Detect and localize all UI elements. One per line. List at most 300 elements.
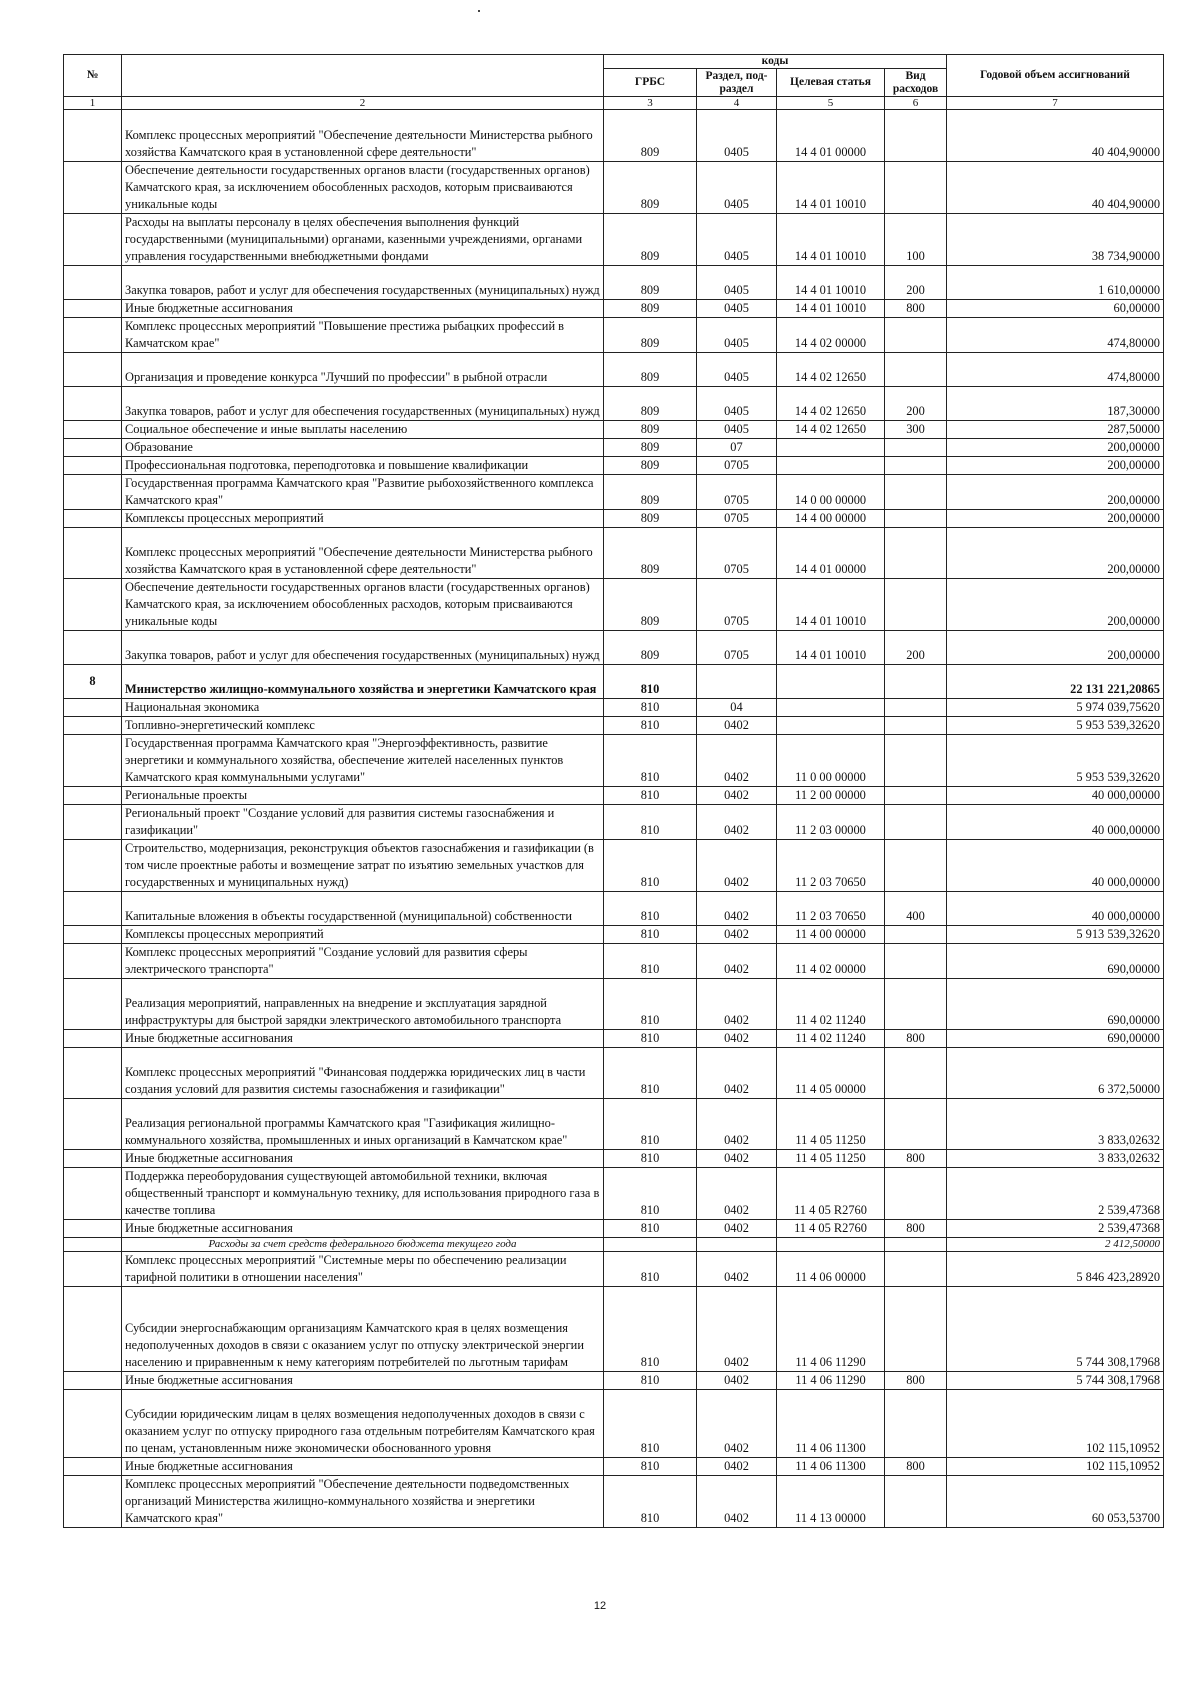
row-expense-type — [885, 1476, 947, 1528]
row-expense-type — [885, 162, 947, 214]
row-sum: 40 000,00000 — [947, 840, 1164, 892]
row-target-article: 14 4 01 10010 — [777, 162, 885, 214]
row-sum: 102 115,10952 — [947, 1390, 1164, 1458]
row-name: Комплексы процессных мероприятий — [122, 926, 604, 944]
row-name: Региональные проекты — [122, 787, 604, 805]
row-razdel: 0402 — [697, 1099, 777, 1150]
row-sum: 690,00000 — [947, 944, 1164, 979]
scan-speck — [478, 10, 480, 12]
row-target-article: 14 4 01 00000 — [777, 528, 885, 579]
row-target-article: 11 4 02 00000 — [777, 944, 885, 979]
table-row — [64, 1252, 1164, 1287]
row-expense-type — [885, 926, 947, 944]
table-row — [64, 510, 1164, 528]
table-row — [64, 892, 1164, 926]
row-name: Комплекс процессных мероприятий "Обеспечение деятельности Министерства рыбного хозяйства Камчатского края в установленной сфере деятельности" — [122, 110, 604, 162]
table-row — [64, 1287, 1164, 1372]
row-grbs: 809 — [604, 110, 697, 162]
row-sum: 1 610,00000 — [947, 266, 1164, 300]
row-sum: 200,00000 — [947, 631, 1164, 665]
row-name: Государственная программа Камчатского края "Развитие рыбохозяйственного комплекса Камчатского края" — [122, 475, 604, 510]
row-expense-type — [885, 579, 947, 631]
table-row — [64, 110, 1164, 162]
row-grbs: 810 — [604, 892, 697, 926]
row-razdel: 0405 — [697, 266, 777, 300]
row-target-article: 14 4 01 10010 — [777, 300, 885, 318]
row-expense-type — [885, 1390, 947, 1458]
row-target-article: 14 4 01 10010 — [777, 631, 885, 665]
row-razdel: 0402 — [697, 1048, 777, 1099]
row-number — [64, 926, 122, 944]
row-grbs: 809 — [604, 318, 697, 353]
index-cell: 5 — [777, 97, 885, 110]
row-target-article: 11 2 03 70650 — [777, 840, 885, 892]
index-cell: 7 — [947, 97, 1164, 110]
row-target-article: 11 4 06 11300 — [777, 1458, 885, 1476]
row-grbs: 810 — [604, 805, 697, 840]
row-expense-type — [885, 735, 947, 787]
row-number — [64, 1099, 122, 1150]
index-cell: 4 — [697, 97, 777, 110]
row-sum: 5 953 539,32620 — [947, 717, 1164, 735]
row-target-article: 11 2 03 70650 — [777, 892, 885, 926]
row-razdel: 0402 — [697, 787, 777, 805]
budget-table — [63, 54, 1164, 1528]
row-name: Комплекс процессных мероприятий "Создание условий для развития сферы электрического транспорта" — [122, 944, 604, 979]
row-grbs: 809 — [604, 439, 697, 457]
row-name: Строительство, модернизация, реконструкция объектов газоснабжения и газификации (в том числе проектные работы и возмещение затрат по изъятию земельных участков для государственных и муниципальных нужд) — [122, 840, 604, 892]
table-row — [64, 1099, 1164, 1150]
row-sum: 200,00000 — [947, 510, 1164, 528]
header-sum: Годовой объем ассигнований — [947, 55, 1164, 97]
row-target-article: 11 4 06 11290 — [777, 1287, 885, 1372]
row-expense-type — [885, 1048, 947, 1099]
row-target-article — [777, 699, 885, 717]
row-grbs: 809 — [604, 162, 697, 214]
row-razdel: 0405 — [697, 421, 777, 439]
row-expense-type: 200 — [885, 266, 947, 300]
row-sum: 2 539,47368 — [947, 1168, 1164, 1220]
row-expense-type: 800 — [885, 1458, 947, 1476]
row-grbs: 809 — [604, 475, 697, 510]
table-row — [64, 631, 1164, 665]
row-grbs: 810 — [604, 1476, 697, 1528]
row-razdel: 0405 — [697, 353, 777, 387]
row-sum: 200,00000 — [947, 439, 1164, 457]
row-sum: 60,00000 — [947, 300, 1164, 318]
row-number — [64, 787, 122, 805]
row-razdel: 0402 — [697, 1252, 777, 1287]
row-name: Обеспечение деятельности государственных органов власти (государственных органов) Камчатского края, за исключением обособленных расходов, которым присваиваются уникальные коды — [122, 579, 604, 631]
row-expense-type: 800 — [885, 1030, 947, 1048]
row-razdel: 0402 — [697, 840, 777, 892]
row-expense-type — [885, 699, 947, 717]
row-razdel: 07 — [697, 439, 777, 457]
row-sum: 3 833,02632 — [947, 1099, 1164, 1150]
row-number — [64, 439, 122, 457]
row-grbs: 810 — [604, 979, 697, 1030]
row-number — [64, 162, 122, 214]
table-row — [64, 926, 1164, 944]
row-grbs: 810 — [604, 699, 697, 717]
row-target-article: 14 4 02 12650 — [777, 421, 885, 439]
row-grbs: 809 — [604, 510, 697, 528]
row-grbs: 810 — [604, 1220, 697, 1238]
row-name: Иные бюджетные ассигнования — [122, 1220, 604, 1238]
row-name: Организация и проведение конкурса "Лучший по профессии" в рыбной отрасли — [122, 353, 604, 387]
row-expense-type: 800 — [885, 1150, 947, 1168]
row-target-article: 11 4 02 11240 — [777, 1030, 885, 1048]
page-number: 12 — [593, 1600, 607, 1612]
row-razdel: 0402 — [697, 926, 777, 944]
row-razdel: 0705 — [697, 579, 777, 631]
row-grbs: 809 — [604, 528, 697, 579]
header-number: № — [64, 55, 122, 97]
row-sum: 102 115,10952 — [947, 1458, 1164, 1476]
row-grbs: 810 — [604, 1168, 697, 1220]
row-name: Комплекс процессных мероприятий "Обеспечение деятельности подведомственных организаций Министерства жилищно-коммунального хозяйства и энергетики Камчатского края" — [122, 1476, 604, 1528]
row-expense-type — [885, 805, 947, 840]
row-razdel: 0402 — [697, 1390, 777, 1458]
row-name: Комплекс процессных мероприятий "Повышение престижа рыбацких профессий в Камчатском крае" — [122, 318, 604, 353]
table-row — [64, 475, 1164, 510]
row-number — [64, 528, 122, 579]
header-target-article: Целевая статья — [777, 69, 885, 97]
row-name: Профессиональная подготовка, переподготовка и повышение квалификации — [122, 457, 604, 475]
row-razdel — [697, 665, 777, 699]
index-cell: 3 — [604, 97, 697, 110]
row-sum: 40 000,00000 — [947, 892, 1164, 926]
row-razdel: 0402 — [697, 1458, 777, 1476]
row-grbs: 809 — [604, 457, 697, 475]
row-number — [64, 699, 122, 717]
row-target-article: 14 4 02 12650 — [777, 353, 885, 387]
row-sum: 690,00000 — [947, 1030, 1164, 1048]
header-razdel: Раздел, под-раздел — [697, 69, 777, 97]
row-target-article: 11 0 00 00000 — [777, 735, 885, 787]
row-grbs: 810 — [604, 1048, 697, 1099]
row-target-article — [777, 457, 885, 475]
row-expense-type: 200 — [885, 387, 947, 421]
row-number — [64, 353, 122, 387]
row-sum: 5 953 539,32620 — [947, 735, 1164, 787]
row-expense-type: 200 — [885, 631, 947, 665]
row-sum: 40 404,90000 — [947, 110, 1164, 162]
row-grbs — [604, 1238, 697, 1252]
table-row — [64, 840, 1164, 892]
table-row — [64, 214, 1164, 266]
row-sum: 40 404,90000 — [947, 162, 1164, 214]
row-name: Иные бюджетные ассигнования — [122, 300, 604, 318]
row-target-article: 14 4 01 10010 — [777, 266, 885, 300]
table-row — [64, 1150, 1164, 1168]
row-number — [64, 717, 122, 735]
row-target-article: 11 2 03 00000 — [777, 805, 885, 840]
row-sum: 474,80000 — [947, 318, 1164, 353]
row-expense-type — [885, 1252, 947, 1287]
row-expense-type — [885, 528, 947, 579]
row-name: Реализация региональной программы Камчатского края "Газификация жилищно-коммунального хозяйства, промышленных и иных организаций в Камчатском крае" — [122, 1099, 604, 1150]
table-row — [64, 944, 1164, 979]
row-expense-type — [885, 1238, 947, 1252]
row-grbs: 809 — [604, 300, 697, 318]
row-number — [64, 631, 122, 665]
row-grbs: 810 — [604, 926, 697, 944]
table-row — [64, 266, 1164, 300]
header-grbs: ГРБС — [604, 69, 697, 97]
row-name: Закупка товаров, работ и услуг для обеспечения государственных (муниципальных) нужд — [122, 631, 604, 665]
table-row — [64, 1030, 1164, 1048]
row-number — [64, 805, 122, 840]
row-name: Обеспечение деятельности государственных органов власти (государственных органов) Камчатского края, за исключением обособленных расходов, которым присваиваются уникальные коды — [122, 162, 604, 214]
row-number — [64, 1476, 122, 1528]
row-expense-type — [885, 510, 947, 528]
row-sum: 690,00000 — [947, 979, 1164, 1030]
index-cell: 6 — [885, 97, 947, 110]
row-name: Иные бюджетные ассигнования — [122, 1030, 604, 1048]
row-expense-type — [885, 979, 947, 1030]
row-number — [64, 892, 122, 926]
row-grbs: 810 — [604, 735, 697, 787]
row-grbs: 809 — [604, 214, 697, 266]
row-razdel: 0402 — [697, 1150, 777, 1168]
row-name: Комплекс процессных мероприятий "Обеспечение деятельности Министерства рыбного хозяйства Камчатского края в установленной сфере деятельности" — [122, 528, 604, 579]
row-number — [64, 214, 122, 266]
row-expense-type: 800 — [885, 1372, 947, 1390]
row-expense-type — [885, 110, 947, 162]
row-razdel: 0402 — [697, 1220, 777, 1238]
row-expense-type — [885, 665, 947, 699]
row-name: Социальное обеспечение и иные выплаты населению — [122, 421, 604, 439]
table-row — [64, 457, 1164, 475]
row-target-article: 14 4 02 12650 — [777, 387, 885, 421]
row-number — [64, 1458, 122, 1476]
row-expense-type — [885, 475, 947, 510]
row-razdel: 0405 — [697, 162, 777, 214]
row-expense-type: 800 — [885, 300, 947, 318]
row-grbs: 810 — [604, 1390, 697, 1458]
table-row — [64, 387, 1164, 421]
header-codes: коды — [604, 55, 947, 69]
row-name: Капитальные вложения в объекты государственной (муниципальной) собственности — [122, 892, 604, 926]
row-grbs: 810 — [604, 665, 697, 699]
row-razdel: 04 — [697, 699, 777, 717]
row-razdel: 0402 — [697, 892, 777, 926]
row-name: Национальная экономика — [122, 699, 604, 717]
row-sum: 5 974 039,75620 — [947, 699, 1164, 717]
row-grbs: 810 — [604, 1150, 697, 1168]
table-row — [64, 1390, 1164, 1458]
row-target-article — [777, 439, 885, 457]
table-row — [64, 1458, 1164, 1476]
row-target-article: 11 4 05 00000 — [777, 1048, 885, 1099]
row-number — [64, 1220, 122, 1238]
table-row — [64, 699, 1164, 717]
row-name: Субсидии энергоснабжающим организациям Камчатского края в целях возмещения недополученных доходов в связи с оказанием услуг по отпуску электрической энергии населению и приравненным к нему категориям потребителей по льготным тарифам — [122, 1287, 604, 1372]
table-row — [64, 439, 1164, 457]
table-row — [64, 979, 1164, 1030]
row-target-article: 14 4 00 00000 — [777, 510, 885, 528]
row-target-article: 11 4 13 00000 — [777, 1476, 885, 1528]
row-target-article: 11 4 02 11240 — [777, 979, 885, 1030]
row-expense-type — [885, 1168, 947, 1220]
index-cell: 1 — [64, 97, 122, 110]
table-row — [64, 1372, 1164, 1390]
table-row — [64, 300, 1164, 318]
row-target-article: 11 4 05 11250 — [777, 1099, 885, 1150]
row-number — [64, 1287, 122, 1372]
table-row — [64, 318, 1164, 353]
row-sum: 40 000,00000 — [947, 805, 1164, 840]
row-target-article: 11 2 00 00000 — [777, 787, 885, 805]
row-grbs: 810 — [604, 1030, 697, 1048]
row-sum: 200,00000 — [947, 579, 1164, 631]
row-number — [64, 944, 122, 979]
row-number — [64, 1168, 122, 1220]
row-number — [64, 1252, 122, 1287]
row-razdel: 0402 — [697, 1030, 777, 1048]
row-sum: 187,30000 — [947, 387, 1164, 421]
row-razdel: 0402 — [697, 944, 777, 979]
row-sum: 3 833,02632 — [947, 1150, 1164, 1168]
row-target-article: 11 4 05 R2760 — [777, 1220, 885, 1238]
row-number — [64, 1390, 122, 1458]
row-grbs: 810 — [604, 717, 697, 735]
row-expense-type — [885, 1099, 947, 1150]
row-name: Расходы за счет средств федерального бюджета текущего года — [122, 1238, 604, 1252]
row-name: Топливно-энергетический комплекс — [122, 717, 604, 735]
row-razdel: 0705 — [697, 457, 777, 475]
row-expense-type — [885, 787, 947, 805]
row-name: Комплекс процессных мероприятий "Системные меры по обеспечению реализации тарифной политики в отношении населения" — [122, 1252, 604, 1287]
row-razdel: 0402 — [697, 805, 777, 840]
row-grbs: 809 — [604, 579, 697, 631]
row-razdel: 0705 — [697, 475, 777, 510]
table-row — [64, 528, 1164, 579]
row-expense-type: 400 — [885, 892, 947, 926]
row-razdel: 0402 — [697, 979, 777, 1030]
row-name: Региональный проект "Создание условий для развития системы газоснабжения и газификации" — [122, 805, 604, 840]
row-grbs: 810 — [604, 787, 697, 805]
row-number — [64, 510, 122, 528]
row-name: Закупка товаров, работ и услуг для обеспечения государственных (муниципальных) нужд — [122, 266, 604, 300]
row-name: Министерство жилищно-коммунального хозяйства и энергетики Камчатского края — [122, 665, 604, 699]
row-number — [64, 318, 122, 353]
row-razdel: 0405 — [697, 214, 777, 266]
row-target-article: 11 4 06 11300 — [777, 1390, 885, 1458]
row-razdel: 0402 — [697, 1287, 777, 1372]
row-expense-type — [885, 944, 947, 979]
row-sum: 200,00000 — [947, 528, 1164, 579]
table-row — [64, 421, 1164, 439]
row-sum: 38 734,90000 — [947, 214, 1164, 266]
table-row — [64, 665, 1164, 699]
row-razdel: 0705 — [697, 631, 777, 665]
row-number — [64, 475, 122, 510]
row-razdel: 0402 — [697, 1168, 777, 1220]
row-grbs: 810 — [604, 1252, 697, 1287]
row-expense-type — [885, 717, 947, 735]
row-expense-type: 100 — [885, 214, 947, 266]
row-sum: 60 053,53700 — [947, 1476, 1164, 1528]
row-razdel: 0402 — [697, 717, 777, 735]
row-number — [64, 300, 122, 318]
row-target-article: 11 4 05 R2760 — [777, 1168, 885, 1220]
row-number — [64, 110, 122, 162]
row-number — [64, 979, 122, 1030]
row-grbs: 810 — [604, 1287, 697, 1372]
row-name: Расходы на выплаты персоналу в целях обеспечения выполнения функций государственными (муниципальными) органами, казенными учреждениями, органами управления государственными внебюджетными фондами — [122, 214, 604, 266]
row-razdel — [697, 1238, 777, 1252]
row-razdel: 0402 — [697, 735, 777, 787]
row-target-article: 14 4 01 00000 — [777, 110, 885, 162]
row-grbs: 809 — [604, 353, 697, 387]
row-sum: 200,00000 — [947, 475, 1164, 510]
row-sum: 287,50000 — [947, 421, 1164, 439]
row-target-article: 11 4 06 11290 — [777, 1372, 885, 1390]
row-expense-type — [885, 353, 947, 387]
row-expense-type — [885, 457, 947, 475]
row-name: Реализация мероприятий, направленных на внедрение и эксплуатация зарядной инфраструктуры для быстрой зарядки электрического автомобильного транспорта — [122, 979, 604, 1030]
row-number — [64, 1030, 122, 1048]
table-row — [64, 353, 1164, 387]
row-grbs: 810 — [604, 1458, 697, 1476]
row-target-article — [777, 665, 885, 699]
row-razdel: 0405 — [697, 110, 777, 162]
header-name — [122, 55, 604, 97]
table-row — [64, 1048, 1164, 1099]
row-number — [64, 387, 122, 421]
row-number — [64, 1238, 122, 1252]
row-number — [64, 735, 122, 787]
row-grbs: 810 — [604, 840, 697, 892]
row-name: Иные бюджетные ассигнования — [122, 1150, 604, 1168]
row-number — [64, 421, 122, 439]
table-row — [64, 579, 1164, 631]
row-name: Комплексы процессных мероприятий — [122, 510, 604, 528]
row-name: Иные бюджетные ассигнования — [122, 1458, 604, 1476]
budget-table-container — [63, 54, 1163, 1528]
row-name: Субсидии юридическим лицам в целях возмещения недополученных доходов в связи с оказанием услуг по отпуску природного газа отдельным потребителям Камчатского края по ценам, установленным ниже экономически обоснованного уровня — [122, 1390, 604, 1458]
row-razdel: 0705 — [697, 510, 777, 528]
row-number — [64, 1150, 122, 1168]
row-target-article: 11 4 06 00000 — [777, 1252, 885, 1287]
row-name: Поддержка переоборудования существующей автомобильной техники, включая общественный транспорт и коммунальную технику, для использования природного газа в качестве топлива — [122, 1168, 604, 1220]
row-target-article: 14 4 01 10010 — [777, 579, 885, 631]
row-sum: 2 412,50000 — [947, 1238, 1164, 1252]
row-expense-type — [885, 439, 947, 457]
table-row — [64, 1238, 1164, 1252]
table-row — [64, 787, 1164, 805]
table-row — [64, 1476, 1164, 1528]
table-row — [64, 717, 1164, 735]
row-expense-type: 800 — [885, 1220, 947, 1238]
row-sum: 200,00000 — [947, 457, 1164, 475]
row-grbs: 809 — [604, 421, 697, 439]
row-grbs: 810 — [604, 944, 697, 979]
row-sum: 5 913 539,32620 — [947, 926, 1164, 944]
row-grbs: 810 — [604, 1099, 697, 1150]
row-razdel: 0405 — [697, 300, 777, 318]
row-name: Комплекс процессных мероприятий "Финансовая поддержка юридических лиц в части создания условий для развития системы газоснабжения и газификации" — [122, 1048, 604, 1099]
row-sum: 474,80000 — [947, 353, 1164, 387]
row-target-article: 11 4 00 00000 — [777, 926, 885, 944]
row-number — [64, 457, 122, 475]
table-row — [64, 162, 1164, 214]
row-sum: 2 539,47368 — [947, 1220, 1164, 1238]
row-sum: 22 131 221,20865 — [947, 665, 1164, 699]
row-number — [64, 579, 122, 631]
